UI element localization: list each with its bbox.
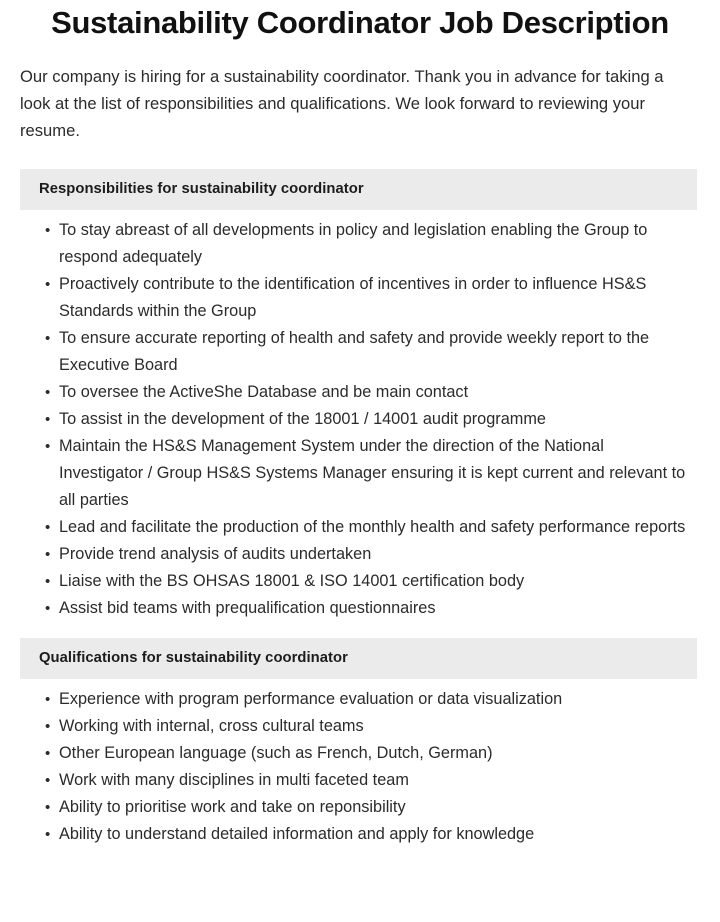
list-item: • Proactively contribute to the identification of incentives in order to influence HS&S Standards within the Group: [45, 271, 686, 325]
spacer: [0, 622, 720, 638]
spacer: [0, 679, 720, 686]
spacer: [0, 210, 720, 217]
list-item: • Assist bid teams with prequalification questionnaires: [45, 595, 686, 622]
list-item: • Provide trend analysis of audits undertaken: [45, 541, 686, 568]
section-qualifications: [0, 638, 720, 848]
intro-paragraph: Our company is hiring for a sustainability coordinator. Thank you in advance for taking a look at the list of responsibilities and qualifications. We look forward to reviewing your resume.: [20, 67, 664, 140]
list-item: • Working with internal, cross cultural teams: [45, 713, 686, 740]
list-item: • Maintain the HS&S Management System under the direction of the National Investigator / Group HS&S Systems Manager ensuring it is kept current and relevant to all parties: [45, 433, 686, 514]
list-item: • To assist in the development of the 18001 / 14001 audit programme: [45, 406, 686, 433]
list-item: • Work with many disciplines in multi faceted team: [45, 767, 686, 794]
list-item: • Lead and facilitate the production of the monthly health and safety performance reports: [45, 514, 686, 541]
section-header-band-qualifications: [20, 638, 697, 679]
list-item: • Experience with program performance evaluation or data visualization: [45, 686, 686, 713]
section-header-band-responsibilities: [20, 169, 697, 210]
responsibilities-list: [0, 217, 720, 622]
list-item: • To stay abreast of all developments in policy and legislation enabling the Group to respond adequately: [45, 217, 686, 271]
list-item: • Ability to understand detailed information and apply for knowledge: [45, 821, 686, 848]
list-item: • Other European language (such as French, Dutch, German): [45, 740, 686, 767]
list-item: • To oversee the ActiveShe Database and be main contact: [45, 379, 686, 406]
qualifications-list: [0, 686, 720, 848]
page-title: Sustainability Coordinator Job Description: [51, 5, 669, 40]
section-heading-responsibilities: Responsibilities for sustainability coordinator: [39, 181, 364, 197]
list-item: • Liaise with the BS OHSAS 18001 & ISO 14001 certification body: [45, 568, 686, 595]
spacer: [0, 144, 720, 169]
section-heading-qualifications: Qualifications for sustainability coordinator: [39, 650, 348, 666]
section-responsibilities: [0, 169, 720, 622]
list-item: • Ability to prioritise work and take on reponsibility: [45, 794, 686, 821]
list-item: • To ensure accurate reporting of health and safety and provide weekly report to the Executive Board: [45, 325, 686, 379]
